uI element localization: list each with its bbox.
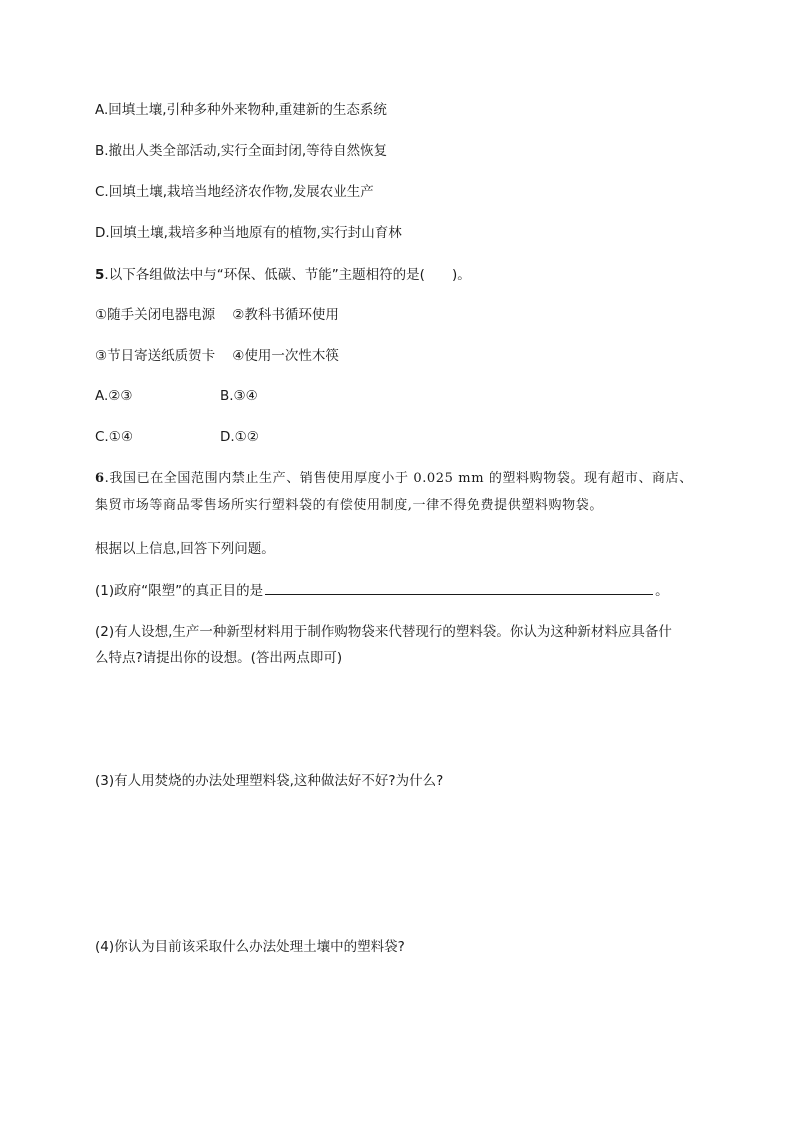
question-5-items-row1 (95, 305, 339, 325)
option-c: C.回填土壤,栽培当地经济农作物,发展农业生产 (95, 184, 374, 200)
sub-question-1-text: (1)政府“限塑”的真正目的是 (95, 583, 264, 599)
option-b: B.撤出人类全部活动,实行全面封闭,等待自然恢复 (95, 143, 388, 159)
q5-option-a: A.②③ (95, 388, 133, 404)
item-3: ③节日寄送纸质贺卡 (95, 348, 216, 364)
q5-option-c: C.①④ (95, 429, 133, 445)
question-5-items-row2 (95, 346, 339, 366)
question-6-number: 6 (95, 471, 105, 486)
item-1: ①随手关闭电器电源 (95, 307, 216, 323)
sub-question-2-line1: (2)有人设想,生产一种新型材料用于制作购物袋来代替现行的塑料袋。你认为这种新材料应具备什 (95, 624, 672, 640)
sub-question-2-line2: 么特点?请提出你的设想。(答出两点即可) (95, 650, 343, 666)
sub-question-1 (95, 580, 669, 601)
sub-question-1-end: 。 (655, 583, 669, 599)
question-5-stem (95, 265, 471, 285)
option-d: D.回填土壤,栽培多种当地原有的植物,实行封山育林 (95, 225, 402, 241)
question-5-options-row2 (95, 427, 395, 447)
question-6-passage-text1: .我国已在全国范围内禁止生产、销售使用厚度小于 0.025 mm 的塑料购物袋。现有超市、商店、 (104, 471, 693, 486)
q5-option-b: B.③④ (220, 388, 258, 404)
question-5-number: 5 (95, 267, 105, 283)
sub-question-4: (4)你认为目前该采取什么办法处理土壤中的塑料袋? (95, 939, 405, 955)
option-a: A.回填土壤,引种多种外来物种,重建新的生态系统 (95, 102, 387, 118)
sub-question-3: (3)有人用焚烧的办法处理塑料袋,这种做法好不好?为什么? (95, 773, 444, 789)
item-2: ②教科书循环使用 (232, 307, 339, 323)
question-6-passage-line1 (95, 469, 693, 489)
q5-option-d: D.①② (220, 429, 259, 445)
answer-blank[interactable] (265, 580, 653, 595)
question-6-intro: 根据以上信息,回答下列问题。 (95, 541, 275, 557)
item-4: ④使用一次性木筷 (232, 348, 339, 364)
question-5-text: .以下各组做法中与“环保、低碳、节能”主题相符的是( )。 (104, 267, 471, 283)
question-5-options-row1 (95, 386, 395, 406)
question-6-passage-line2: 集贸市场等商品零售场所实行塑料袋的有偿使用制度,一律不得免费提供塑料购物袋。 (95, 498, 603, 513)
